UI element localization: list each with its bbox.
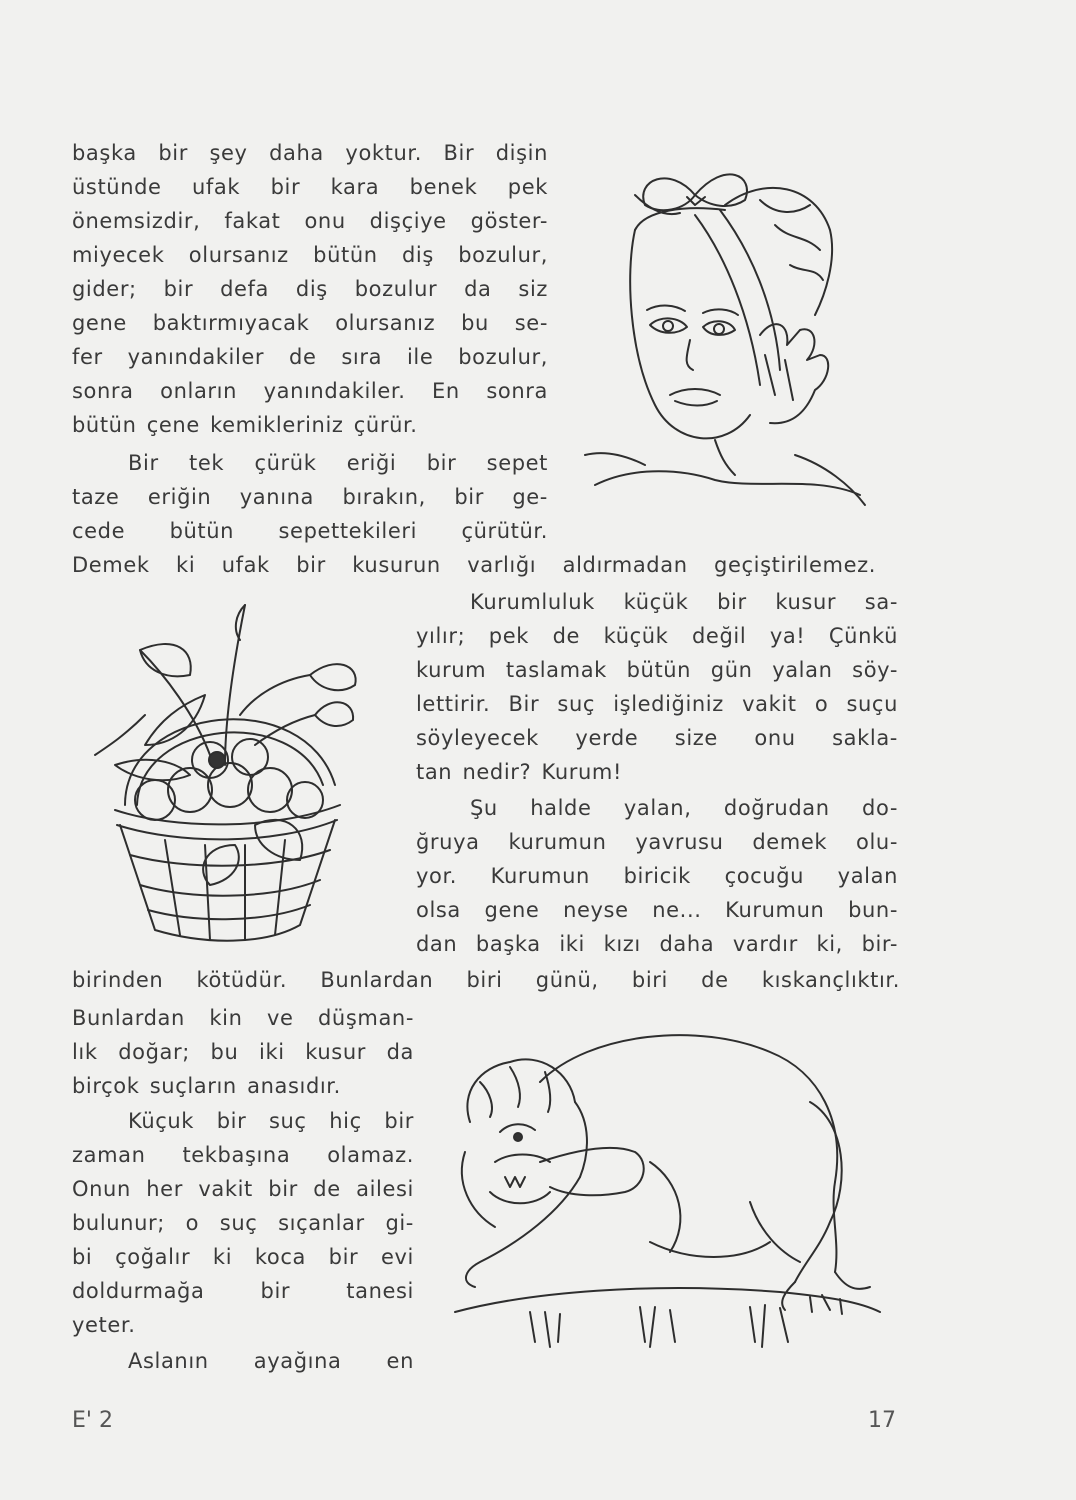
text-line: Demek ki ufak bir kusurun varlığı aldırmadan geçiştirilemez. [72, 553, 876, 577]
text-line: birinden kötüdür. Bunlardan biri günü, biri de kıskançlıktır. [72, 968, 900, 992]
text-line: sonra onların yanındakiler. En sonra [72, 379, 548, 403]
text-line: bi çoğalır ki koca bir evi [72, 1245, 414, 1269]
text-line: önemsizdir, fakat onu dişçiye göster- [72, 209, 548, 233]
text-line: fer yanındakiler de sıra ile bozulur, [72, 345, 548, 369]
text-line: gene baktırmıyacak olursanız bu se- [72, 311, 548, 335]
text-line: bütün çene kemikleriniz çürür. [72, 413, 418, 437]
text-line: lık doğar; bu iki kusur da [72, 1040, 414, 1064]
lion-illustration [450, 1012, 885, 1362]
text-line: birçok suçların anasıdır. [72, 1074, 341, 1098]
signature-mark: E' 2 [72, 1408, 113, 1433]
text-line: olsa gene neyse ne... Kurumun bun- [416, 898, 898, 922]
text-line: üstünde ufak bir kara benek pek [72, 175, 548, 199]
text-line: Küçuk bir suç hiç bir [128, 1109, 414, 1133]
text-line: Kurumluluk küçük bir kusur sa- [470, 590, 898, 614]
text-line: yor. Kurumun biricik çocuğu yalan [416, 864, 898, 888]
text-line: Şu halde yalan, doğrudan do- [470, 796, 898, 820]
text-line: Bir tek çürük eriği bir sepet [128, 451, 548, 475]
text-line: miyecek olursanız bütün diş bozulur, [72, 243, 548, 267]
text-line: söyleyecek yerde size onu sakla- [416, 726, 898, 750]
text-line: tan nedir? Kurum! [416, 760, 622, 784]
text-line: kurum taslamak bütün gün yalan söy- [416, 658, 898, 682]
text-line: gider; bir defa diş bozulur da siz [72, 277, 548, 301]
text-line: başka bir şey daha yoktur. Bir dişin [72, 141, 548, 165]
text-line: yılır; pek de küçük değil ya! Çünkü [416, 624, 898, 648]
page-number: 17 [868, 1408, 896, 1433]
text-line: cede bütün sepettekileri çürütür. [72, 519, 548, 543]
text-line: dan başka iki kızı daha vardır ki, bir- [416, 932, 898, 956]
text-line: bulunur; o suç sıçanlar gi- [72, 1211, 414, 1235]
text-line: taze eriğin yanına bırakın, bir ge- [72, 485, 548, 509]
text-line: Aslanın ayağına en [128, 1349, 414, 1373]
text-line: Bunlardan kin ve düşman- [72, 1006, 414, 1030]
text-line: Onun her vakit bir de ailesi [72, 1177, 414, 1201]
girl-with-toothache-illustration [575, 155, 885, 515]
text-line: doldurmağa bir tanesi [72, 1279, 414, 1303]
plum-basket-illustration [85, 595, 375, 945]
text-line: lettirir. Bir suç işlediğiniz vakit o suçu [416, 692, 898, 716]
text-line: yeter. [72, 1313, 136, 1337]
text-line: ğruya kurumun yavrusu demek olu- [416, 830, 898, 854]
text-line: zaman tekbaşına olamaz. [72, 1143, 414, 1167]
